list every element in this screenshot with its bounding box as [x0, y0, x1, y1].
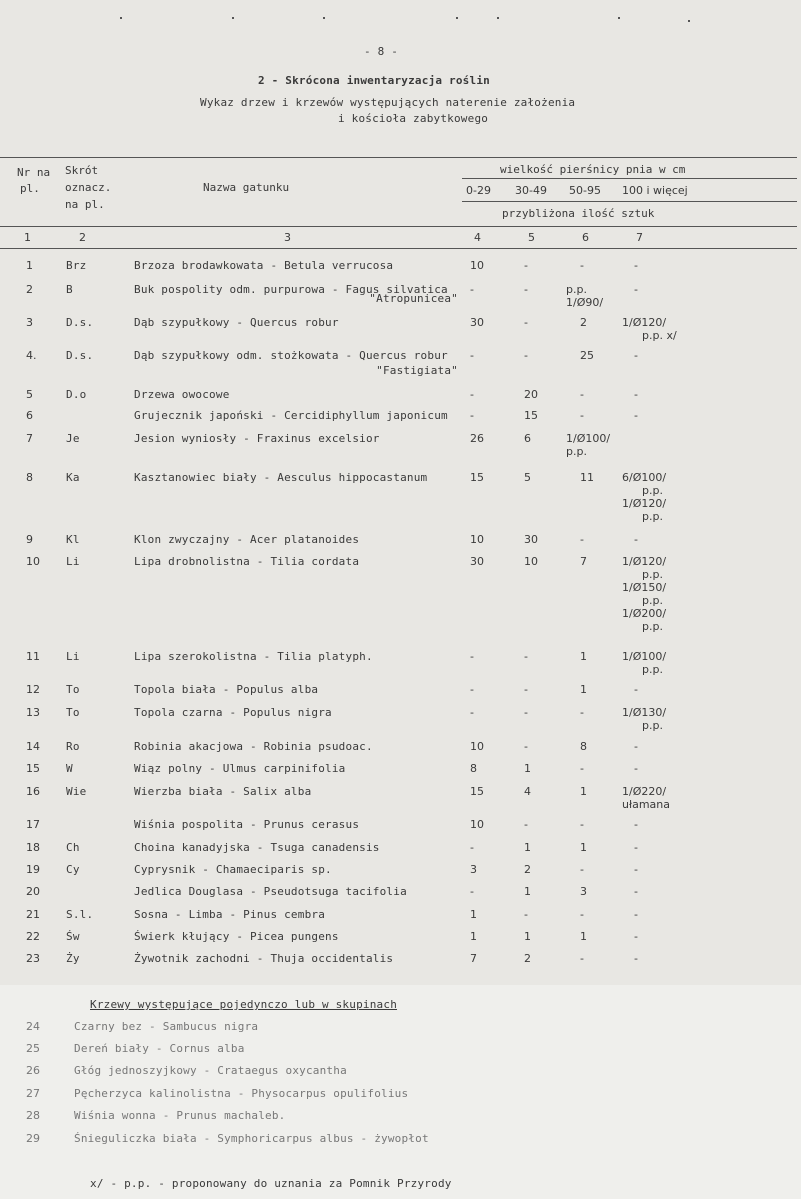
- row-abbreviation: Ży: [66, 952, 80, 965]
- row-abbreviation: Brz: [66, 259, 87, 272]
- column-number: 1: [24, 231, 31, 244]
- row-count-0-29: 26: [470, 432, 484, 445]
- header-range: 50-95: [569, 184, 601, 197]
- row-abbreviation: To: [66, 683, 80, 696]
- shrub-name: Głóg jednoszyjkowy - Crataegus oxycantha: [74, 1064, 347, 1077]
- shrub-name: Wiśnia wonna - Prunus machaleb.: [74, 1109, 286, 1122]
- row-count-100-plus: p.p.: [642, 663, 663, 676]
- row-count-0-29: 10: [470, 818, 484, 831]
- table-rule-top: [0, 157, 797, 158]
- row-number: 11: [26, 650, 40, 663]
- row-abbreviation: D.s.: [66, 349, 94, 362]
- row-count-100-plus: p.p.: [642, 510, 663, 523]
- row-count-30-49: -: [524, 706, 528, 719]
- row-count-100-plus: 1/Ø120/: [622, 316, 667, 329]
- row-count-0-29: 7: [470, 952, 477, 965]
- row-count-50-95: 1: [580, 785, 587, 798]
- shrub-number: 24: [26, 1020, 40, 1033]
- row-number: 10: [26, 555, 40, 568]
- row-count-100-plus: ułamana: [622, 798, 671, 811]
- row-species-name: Brzoza brodawkowata - Betula verrucosa: [134, 259, 394, 272]
- row-count-50-95: -: [580, 762, 584, 775]
- row-species-name: Buk pospolity odm. purpurowa - Fagus silvatica: [134, 283, 448, 296]
- row-count-30-49: 4: [524, 785, 531, 798]
- row-count-0-29: -: [470, 706, 474, 719]
- row-species-name: Wiąz polny - Ulmus carpinifolia: [134, 762, 346, 775]
- row-species-name: Grujecznik japoński - Cercidiphyllum japonicum: [134, 409, 448, 422]
- shrub-number: 28: [26, 1109, 40, 1122]
- header-range: 30-49: [515, 184, 547, 197]
- row-number: 5: [26, 388, 33, 401]
- row-count-100-plus: p.p.: [642, 594, 663, 607]
- row-count-30-49: 2: [524, 863, 531, 876]
- row-abbreviation: S.l.: [66, 908, 94, 921]
- row-count-30-49: 1: [524, 841, 531, 854]
- header-sub-title: przybliżona ilość sztuk: [502, 207, 655, 220]
- row-count-50-95: 1: [580, 650, 587, 663]
- row-count-0-29: -: [470, 683, 474, 696]
- row-count-100-plus: -: [634, 885, 638, 898]
- row-count-30-49: -: [524, 908, 528, 921]
- stray-mark: [456, 17, 458, 19]
- row-count-50-95: p.p.: [566, 283, 587, 296]
- row-number: 4.: [26, 349, 37, 362]
- row-number: 18: [26, 841, 40, 854]
- row-count-30-49: -: [524, 818, 528, 831]
- row-count-0-29: 3: [470, 863, 477, 876]
- shrub-number: 27: [26, 1087, 40, 1100]
- row-species-name: Lipa drobnolistna - Tilia cordata: [134, 555, 360, 568]
- row-species-name: Świerk kłujący - Picea pungens: [134, 930, 339, 943]
- row-abbreviation: Wie: [66, 785, 87, 798]
- row-count-100-plus: p.p.: [642, 484, 663, 497]
- row-number: 3: [26, 316, 33, 329]
- row-count-30-49: 2: [524, 952, 531, 965]
- row-species-name: Klon zwyczajny - Acer platanoides: [134, 533, 360, 546]
- row-species-name: Jesion wyniosły - Fraxinus excelsior: [134, 432, 380, 445]
- row-count-100-plus: -: [634, 533, 638, 546]
- page-number: - 8 -: [364, 45, 399, 58]
- row-count-30-49: 20: [524, 388, 538, 401]
- header-group-title: wielkość pierśnicy pnia w cm: [500, 163, 686, 176]
- footnote: x/ - p.p. - proponowany do uznania za Pomnik Przyrody: [90, 1177, 452, 1190]
- row-abbreviation: D.o: [66, 388, 87, 401]
- shrub-number: 29: [26, 1132, 40, 1145]
- shrub-name: Dereń biały - Cornus alba: [74, 1042, 245, 1055]
- row-species-name: Sosna - Limba - Pinus cembra: [134, 908, 326, 921]
- table-rule-ranges: [462, 201, 797, 202]
- row-species-name: Jedlica Douglasa - Pseudotsuga tacifolia: [134, 885, 407, 898]
- row-count-0-29: 10: [470, 533, 484, 546]
- row-count-0-29: 1: [470, 908, 477, 921]
- row-number: 20: [26, 885, 40, 898]
- row-count-100-plus: 1/Ø220/: [622, 785, 667, 798]
- row-abbreviation: W: [66, 762, 73, 775]
- column-number: 2: [79, 231, 86, 244]
- row-count-0-29: 30: [470, 555, 484, 568]
- row-count-0-29: 10: [470, 740, 484, 753]
- header-nazwa: Nazwa gatunku: [203, 181, 290, 194]
- row-number: 13: [26, 706, 40, 719]
- row-abbreviation: Ro: [66, 740, 80, 753]
- shrub-name: Pęcherzyca kalinolistna - Physocarpus opulifolius: [74, 1087, 409, 1100]
- row-count-100-plus: 1/Ø130/: [622, 706, 667, 719]
- row-abbreviation: B: [66, 283, 73, 296]
- row-species-name: Choina kanadyjska - Tsuga canadensis: [134, 841, 380, 854]
- row-count-100-plus: p.p.: [642, 620, 663, 633]
- row-number: 14: [26, 740, 40, 753]
- row-count-30-49: -: [524, 650, 528, 663]
- shrub-name: Czarny bez - Sambucus nigra: [74, 1020, 259, 1033]
- row-count-50-95: 1: [580, 930, 587, 943]
- row-abbreviation: D.s.: [66, 316, 94, 329]
- row-species-name: Topola biała - Populus alba: [134, 683, 319, 696]
- row-abbreviation: Je: [66, 432, 80, 445]
- row-count-30-49: -: [524, 349, 528, 362]
- row-count-100-plus: -: [634, 952, 638, 965]
- row-number: 23: [26, 952, 40, 965]
- row-count-0-29: 15: [470, 471, 484, 484]
- row-species-name: Kasztanowiec biały - Aesculus hippocastanum: [134, 471, 428, 484]
- row-count-50-95: -: [580, 409, 584, 422]
- row-count-0-29: -: [470, 283, 474, 296]
- row-count-100-plus: p.p.: [642, 719, 663, 732]
- row-count-100-plus: 6/Ø100/: [622, 471, 667, 484]
- header-range: 100 i więcej: [622, 184, 688, 197]
- table-rule-colnums: [0, 248, 797, 249]
- row-count-100-plus: -: [634, 762, 638, 775]
- row-species-name: Cyprysnik - Chamaeciparis sp.: [134, 863, 332, 876]
- row-count-100-plus: 1/Ø120/: [622, 497, 667, 510]
- row-count-50-95: 1: [580, 841, 587, 854]
- subtitle-line1: Wykaz drzew i krzewów występujących naterenie założenia: [200, 96, 576, 109]
- column-number: 5: [528, 231, 535, 244]
- row-species-name: Lipa szerokolistna - Tilia platyph.: [134, 650, 373, 663]
- row-number: 6: [26, 409, 33, 422]
- table-rule-group: [462, 178, 797, 179]
- shrub-number: 25: [26, 1042, 40, 1055]
- row-count-50-95: -: [580, 388, 584, 401]
- row-count-30-49: 30: [524, 533, 538, 546]
- row-number: 1: [26, 259, 33, 272]
- header-nr-line1: Nr na: [17, 166, 51, 179]
- row-species-name: Dąb szypułkowy odm. stożkowata - Quercus robur: [134, 349, 448, 362]
- row-number: 2: [26, 283, 33, 296]
- header-nr-line2: pl.: [20, 182, 40, 195]
- row-count-30-49: 1: [524, 762, 531, 775]
- row-count-50-95: 8: [580, 740, 587, 753]
- row-count-100-plus: -: [634, 388, 638, 401]
- column-number: 7: [636, 231, 643, 244]
- row-count-50-95: -: [580, 259, 584, 272]
- row-count-30-49: 5: [524, 471, 531, 484]
- row-abbreviation: Ch: [66, 841, 80, 854]
- header-skrot-line1: Skrót: [65, 164, 99, 177]
- row-count-50-95: p.p.: [566, 445, 587, 458]
- row-number: 21: [26, 908, 40, 921]
- row-number: 19: [26, 863, 40, 876]
- row-count-50-95: -: [580, 863, 584, 876]
- row-number: 7: [26, 432, 33, 445]
- row-number: 16: [26, 785, 40, 798]
- shrub-name: Śnieguliczka biała - Symphoricarpus albus - żywopłot: [74, 1132, 429, 1145]
- row-count-50-95: 3: [580, 885, 587, 898]
- row-number: 9: [26, 533, 33, 546]
- row-count-30-49: 1: [524, 930, 531, 943]
- stray-mark: [497, 17, 499, 19]
- row-count-100-plus: -: [634, 349, 638, 362]
- row-count-30-49: -: [524, 683, 528, 696]
- row-count-30-49: 15: [524, 409, 538, 422]
- row-count-100-plus: 1/Ø120/: [622, 555, 667, 568]
- row-abbreviation: Kl: [66, 533, 80, 546]
- row-abbreviation: To: [66, 706, 80, 719]
- row-number: 12: [26, 683, 40, 696]
- row-count-100-plus: -: [634, 409, 638, 422]
- row-count-0-29: 15: [470, 785, 484, 798]
- column-number: 3: [284, 231, 291, 244]
- row-number: 22: [26, 930, 40, 943]
- row-count-50-95: -: [580, 818, 584, 831]
- row-count-100-plus: -: [634, 863, 638, 876]
- row-species-name: Robinia akacjowa - Robinia psudoac.: [134, 740, 373, 753]
- row-number: 8: [26, 471, 33, 484]
- row-count-100-plus: p.p. x/: [642, 329, 677, 342]
- row-species-name: Dąb szypułkowy - Quercus robur: [134, 316, 339, 329]
- row-count-50-95: -: [580, 908, 584, 921]
- row-count-100-plus: -: [634, 283, 638, 296]
- row-count-100-plus: 1/Ø200/: [622, 607, 667, 620]
- row-species-name: Wiśnia pospolita - Prunus cerasus: [134, 818, 360, 831]
- row-count-30-49: -: [524, 283, 528, 296]
- row-count-100-plus: -: [634, 683, 638, 696]
- row-count-100-plus: -: [634, 841, 638, 854]
- column-number: 6: [582, 231, 589, 244]
- stray-mark: [688, 20, 690, 22]
- header-skrot-line3: na pl.: [65, 198, 105, 211]
- stray-mark: [232, 17, 234, 19]
- row-count-50-95: 11: [580, 471, 594, 484]
- column-number: 4: [474, 231, 481, 244]
- row-abbreviation: Ka: [66, 471, 80, 484]
- row-abbreviation: Li: [66, 555, 80, 568]
- row-count-50-95: -: [580, 706, 584, 719]
- row-count-0-29: 8: [470, 762, 477, 775]
- row-count-30-49: -: [524, 316, 528, 329]
- section-title: 2 - Skrócona inwentaryzacja roślin: [258, 74, 490, 87]
- row-count-100-plus: p.p.: [642, 568, 663, 581]
- row-count-0-29: -: [470, 650, 474, 663]
- row-count-50-95: 7: [580, 555, 587, 568]
- row-species-name: Wierzba biała - Salix alba: [134, 785, 312, 798]
- row-count-30-49: 6: [524, 432, 531, 445]
- row-count-50-95: 25: [580, 349, 594, 362]
- row-count-100-plus: -: [634, 259, 638, 272]
- table-rule-header-bottom: [0, 226, 797, 227]
- row-count-0-29: -: [470, 349, 474, 362]
- row-count-0-29: 1: [470, 930, 477, 943]
- row-count-100-plus: -: [634, 740, 638, 753]
- header-range: 0-29: [466, 184, 491, 197]
- row-count-50-95: -: [580, 533, 584, 546]
- row-count-30-49: -: [524, 740, 528, 753]
- row-species-name: Drzewa owocowe: [134, 388, 230, 401]
- row-species-name: Topola czarna - Populus nigra: [134, 706, 332, 719]
- row-count-30-49: 10: [524, 555, 538, 568]
- row-count-0-29: 30: [470, 316, 484, 329]
- row-count-30-49: -: [524, 259, 528, 272]
- row-count-100-plus: 1/Ø100/: [622, 650, 667, 663]
- row-count-100-plus: -: [634, 818, 638, 831]
- header-skrot-line2: oznacz.: [65, 181, 112, 194]
- shrub-number: 26: [26, 1064, 40, 1077]
- row-count-100-plus: 1/Ø150/: [622, 581, 667, 594]
- row-count-50-95: 1/Ø90/: [566, 296, 604, 309]
- row-count-30-49: 1: [524, 885, 531, 898]
- row-count-50-95: 2: [580, 316, 587, 329]
- row-species-variety: "Fastigiata": [376, 364, 458, 377]
- row-count-0-29: 10: [470, 259, 484, 272]
- row-count-0-29: -: [470, 409, 474, 422]
- row-count-50-95: 1/Ø100/: [566, 432, 611, 445]
- row-species-variety: "Atropunicea": [369, 292, 458, 305]
- row-number: 15: [26, 762, 40, 775]
- row-abbreviation: Św: [66, 930, 80, 943]
- row-abbreviation: Cy: [66, 863, 80, 876]
- row-abbreviation: Li: [66, 650, 80, 663]
- stray-mark: [323, 17, 325, 19]
- shrubs-title: Krzewy występujące pojedynczo lub w skupinach: [90, 998, 398, 1011]
- row-count-100-plus: -: [634, 908, 638, 921]
- stray-mark: [618, 17, 620, 19]
- row-species-name: Żywotnik zachodni - Thuja occidentalis: [134, 952, 394, 965]
- row-number: 17: [26, 818, 40, 831]
- row-count-0-29: -: [470, 388, 474, 401]
- row-count-50-95: -: [580, 952, 584, 965]
- row-count-0-29: -: [470, 885, 474, 898]
- row-count-50-95: 1: [580, 683, 587, 696]
- stray-mark: [120, 17, 122, 19]
- row-count-100-plus: -: [634, 930, 638, 943]
- row-count-0-29: -: [470, 841, 474, 854]
- subtitle-line2: i kościoła zabytkowego: [338, 112, 489, 125]
